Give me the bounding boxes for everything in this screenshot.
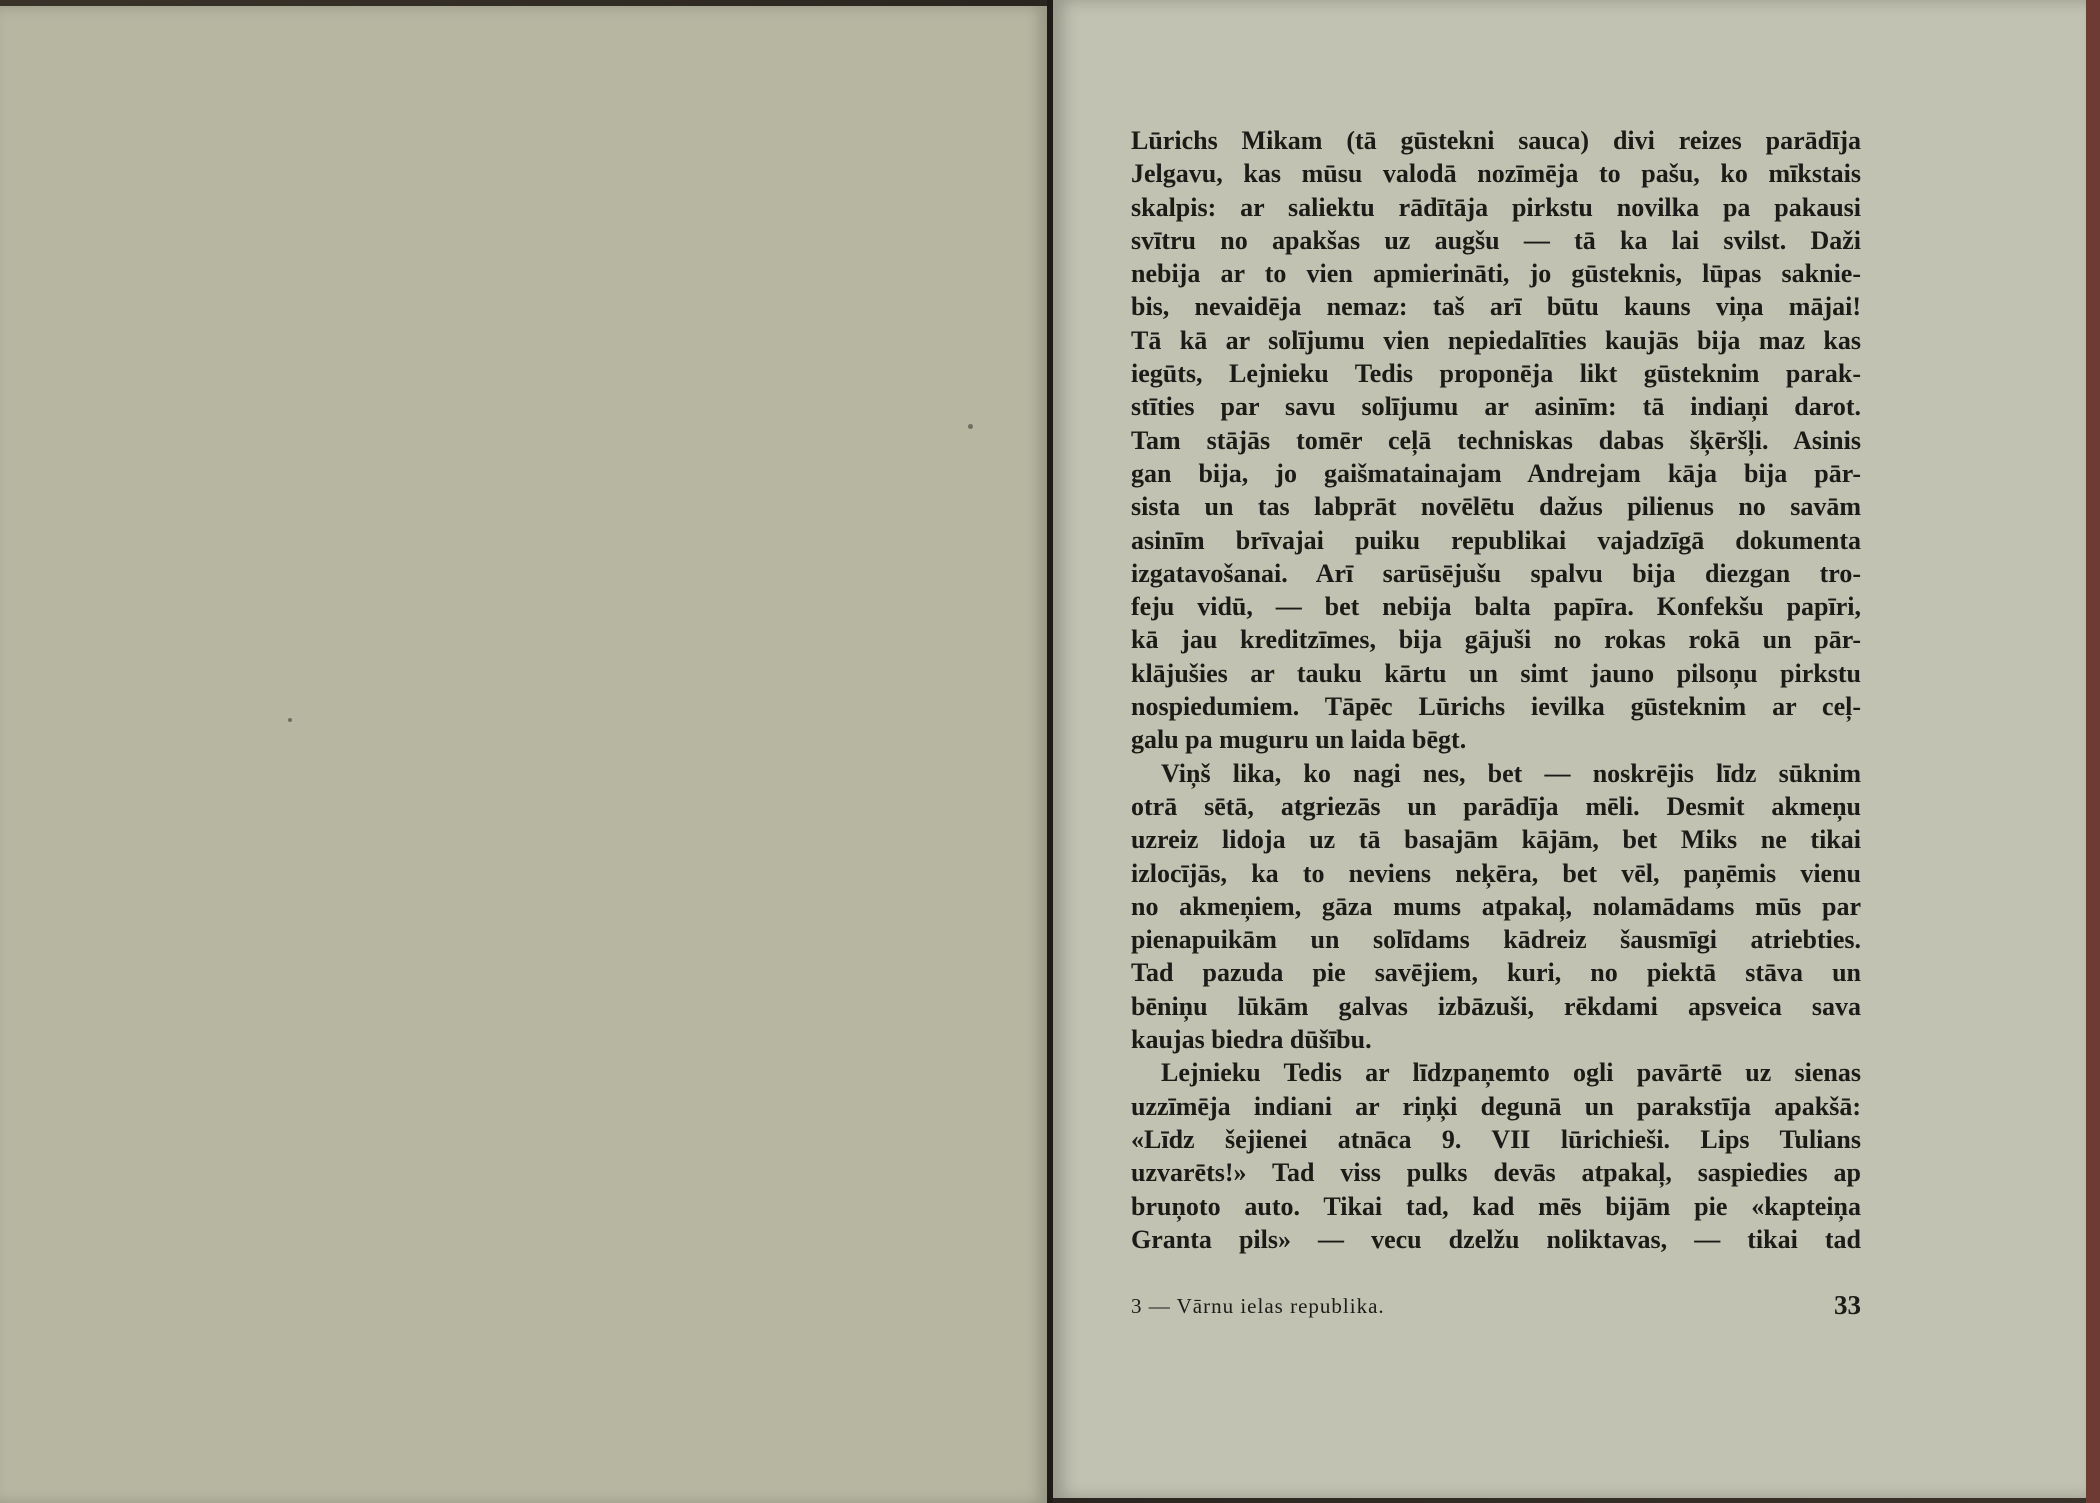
text-line: stīties par savu solījumu ar asinīm: tā indiaņi darot. <box>1131 392 1861 422</box>
text-line: nospiedumiem. Tāpēc Lūrichs ievilka gūsteknim ar ceļ- <box>1131 692 1861 722</box>
page-body-text <box>1131 124 1861 1256</box>
page-number: 33 <box>1834 1290 1861 1320</box>
text-line: svītru no apakšas uz augšu — tā ka lai svilst. Daži <box>1131 225 1861 255</box>
paper-speck <box>968 424 973 429</box>
text-line: uzzīmēja indiani ar riņķi degunā un parakstīja apakšā: <box>1131 1091 1861 1121</box>
paper-speck <box>288 718 292 722</box>
printer-signature: 3 — Vārnu ielas republika. <box>1131 1294 1385 1318</box>
text-line: feju vidū, — bet nebija balta papīra. Konfekšu papīri, <box>1131 592 1861 622</box>
text-line: izgatavošanai. Arī sarūsējušu spalvu bija diezgan tro- <box>1131 558 1861 588</box>
text-line: «Līdz šejienei atnāca 9. VII lūrichieši. Lips Tulians <box>1131 1124 1861 1154</box>
text-line: no akmeņiem, gāza mums atpakaļ, nolamādams mūs par <box>1131 891 1861 921</box>
text-line: pienapuikām un solīdams kādreiz šausmīgi atriebties. <box>1131 925 1861 955</box>
text-line: izlocījās, ka to neviens neķēra, bet vēl, paņēmis vienu <box>1131 858 1861 888</box>
text-line: Jelgavu, kas mūsu valodā nozīmēja to pašu, ko mīkstais <box>1131 159 1861 189</box>
text-line: galu pa muguru un laida bēgt. <box>1131 725 1467 755</box>
text-line: klājušies ar tauku kārtu un simt jauno pilsoņu pirkstu <box>1131 658 1861 688</box>
text-line: kaujas biedra dūšību. <box>1131 1025 1372 1055</box>
text-line: iegūts, Lejnieku Tedis proponēja likt gūsteknim parak- <box>1131 359 1861 389</box>
text-line: Viņš lika, ko nagi nes, bet — noskrējis līdz sūknim <box>1161 758 1861 788</box>
text-line: Tad pazuda pie savējiem, kuri, no piektā stāva un <box>1131 958 1861 988</box>
text-line: bis, nevaidēja nemaz: taš arī būtu kauns viņa mājai! <box>1131 292 1861 322</box>
left-page-blank <box>0 6 1047 1503</box>
text-line: uzvarēts!» Tad viss pulks devās atpakaļ, saspiedies ap <box>1131 1158 1861 1188</box>
text-line: bruņoto auto. Tikai tad, kad mēs bijām pie «kapteiņa <box>1131 1191 1861 1221</box>
text-line: Granta pils» — vecu dzelžu noliktavas, — tikai tad <box>1131 1224 1861 1254</box>
text-line: Tam stājās tomēr ceļā techniskas dabas šķēršļi. Asinis <box>1131 425 1861 455</box>
text-line: otrā sētā, atgriezās un parādīja mēli. Desmit akmeņu <box>1131 791 1861 821</box>
text-line: skalpis: ar saliektu rādītāja pirkstu novilka pa pakausi <box>1131 192 1861 222</box>
text-line: Lūrichs Mikam (tā gūstekni sauca) divi reizes parādīja <box>1131 126 1861 155</box>
text-line: Lejnieku Tedis ar līdzpaņemto ogli pavārtē uz sienas <box>1161 1058 1861 1088</box>
text-line: kā jau kreditzīmes, bija gājuši no rokas rokā un pār- <box>1131 625 1861 655</box>
text-line: gan bija, jo gaišmatainajam Andrejam kāja bija pār- <box>1131 458 1861 488</box>
book-cover-edge <box>2086 0 2100 1503</box>
text-line: nebija ar to vien apmierināti, jo gūsteknis, lūpas saknie- <box>1131 259 1861 289</box>
page-footer <box>1131 1290 1861 1326</box>
text-line: bēniņu lūkām galvas izbāzuši, rēkdami apsveica sava <box>1131 991 1861 1021</box>
text-line: asinīm brīvajai puiku republikai vajadzīgā dokumenta <box>1131 525 1861 555</box>
text-line: Tā kā ar solījumu vien nepiedalīties kaujās bija maz kas <box>1131 325 1861 355</box>
text-line: uzreiz lidoja uz tā basajām kājām, bet Miks ne tikai <box>1131 825 1861 855</box>
text-line: sista un tas labprāt novēlētu dažus pilienus no savām <box>1131 492 1861 522</box>
